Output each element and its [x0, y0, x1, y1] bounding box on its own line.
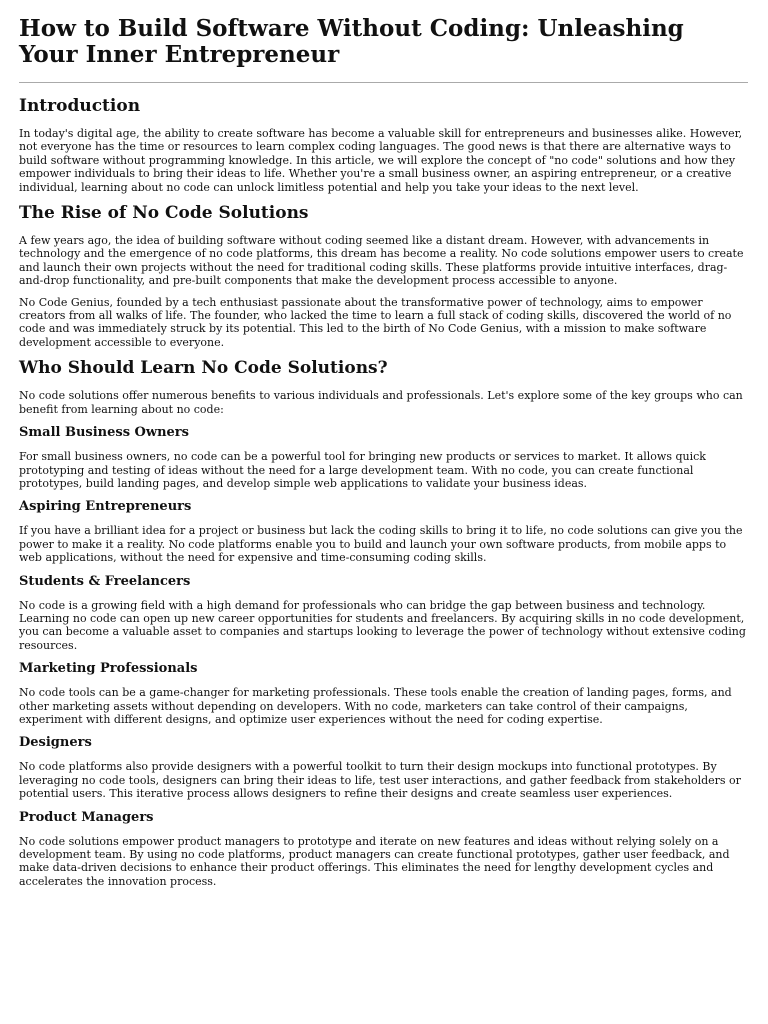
section-heading-introduction: Introduction	[19, 96, 141, 116]
section-rise-of-no-code	[19, 202, 748, 349]
who-intro-paragraph: No code solutions offer numerous benefits to various individuals and professionals. Let's explore some of the key groups who can benefit from learning about no code:	[19, 389, 743, 416]
section-who-should-learn	[19, 357, 748, 888]
paragraph-marketing-professionals: No code tools can be a game-changer for marketing professionals. These tools enable the creation of landing pages, forms, and other marketing assets without depending on developers. With no code, marketers can take control of their campaigns, experiment with different designs, and optimize user experiences without the need for coding expertise.	[19, 686, 732, 726]
group-aspiring-entrepreneurs	[19, 498, 748, 564]
section-introduction	[19, 95, 748, 194]
group-marketing-professionals	[19, 660, 748, 726]
subheading-aspiring-entrepreneurs: Aspiring Entrepreneurs	[19, 499, 192, 515]
group-product-managers	[19, 809, 748, 889]
group-students-freelancers	[19, 573, 748, 653]
subheading-small-business-owners: Small Business Owners	[19, 425, 189, 441]
subheading-product-managers: Product Managers	[19, 809, 154, 825]
subheading-designers: Designers	[19, 735, 92, 751]
paragraph-aspiring-entrepreneurs: If you have a brilliant idea for a project or business but lack the coding skills to bring it to life, no code solutions can give you the power to make it a reality. No code platforms enable you to build and launch your own software products, from mobile apps to web applications, without the need for expensive and time-consuming coding skills.	[19, 524, 743, 565]
group-designers	[19, 734, 748, 800]
paragraph-small-business-owners: For small business owners, no code can be a powerful tool for bringing new products or services to market. It allows quick prototyping and testing of ideas without the need for a large development team. With no code, you can create functional prototypes, build landing pages, and develop simple web applications to validate your business ideas.	[19, 450, 706, 490]
paragraph-designers: No code platforms also provide designers with a powerful toolkit to turn their design mockups into functional prototypes. By leveraging no code tools, designers can bring their ideas to life, test user interactions, and gather feedback from stakeholders or potential users. This iterative process allows designers to refine their designs and create seamless user experiences.	[19, 760, 741, 801]
subheading-students-freelancers: Students & Freelancers	[19, 573, 191, 589]
intro-paragraph: In today's digital age, the ability to create software has become a valuable skill for entrepreneurs and businesses alike. However, not everyone has the time or resources to learn complex coding languages. The good news is that there are alternative ways to build software without programming knowledge. In this article, we will explore the concept of "no code" solutions and how they empower individuals to bring their ideas to life. Whether you're a small business owner, an aspiring entrepreneur, or a creative individual, learning about no code can unlock limitless potential and help you take your ideas to the next level.	[19, 127, 743, 194]
article-title: How to Build Software Without Coding: Unleashing Your Inner Entrepreneur	[19, 15, 684, 68]
section-heading-who: Who Should Learn No Code Solutions?	[19, 358, 388, 379]
rise-paragraph-2: No Code Genius, founded by a tech enthusiast passionate about the transformative power of technology, aims to empower creators from all walks of life. The founder, who lacked the time to learn a full stack of coding skills, discovered the world of no code and was immediately struck by its potential. This led to the birth of No Code Genius, with a mission to make software development accessible to everyone.	[19, 295, 732, 349]
subheading-marketing-professionals: Marketing Professionals	[19, 661, 198, 677]
rise-paragraph-1: A few years ago, the idea of building software without coding seemed like a distant dream. However, with advancements in technology and the emergence of no code platforms, this dream has become a reality. No code solutions empower users to create and launch their own projects without the need for traditional coding skills. These platforms provide intuitive interfaces, drag-and-drop functionality, and pre-built components that make the development process accessible to anyone.	[19, 234, 744, 288]
paragraph-product-managers: No code solutions empower product managers to prototype and iterate on new features and ideas without relying solely on a development team. By using no code platforms, product managers can create functional prototypes, gather user feedback, and make data-driven decisions to enhance their product offerings. This eliminates the need for lengthy development cycles and accelerates the innovation process.	[19, 834, 730, 888]
title-divider	[19, 82, 748, 83]
paragraph-students-freelancers: No code is a growing field with a high demand for professionals who can bridge the gap between business and technology. Learning no code can open up new career opportunities for students and freelancers. By acquiring skills in no code development, you can become a valuable asset to companies and startups looking to leverage the power of technology without extensive coding resources.	[19, 598, 746, 652]
section-heading-rise: The Rise of No Code Solutions	[19, 203, 309, 224]
group-small-business-owners	[19, 424, 748, 490]
